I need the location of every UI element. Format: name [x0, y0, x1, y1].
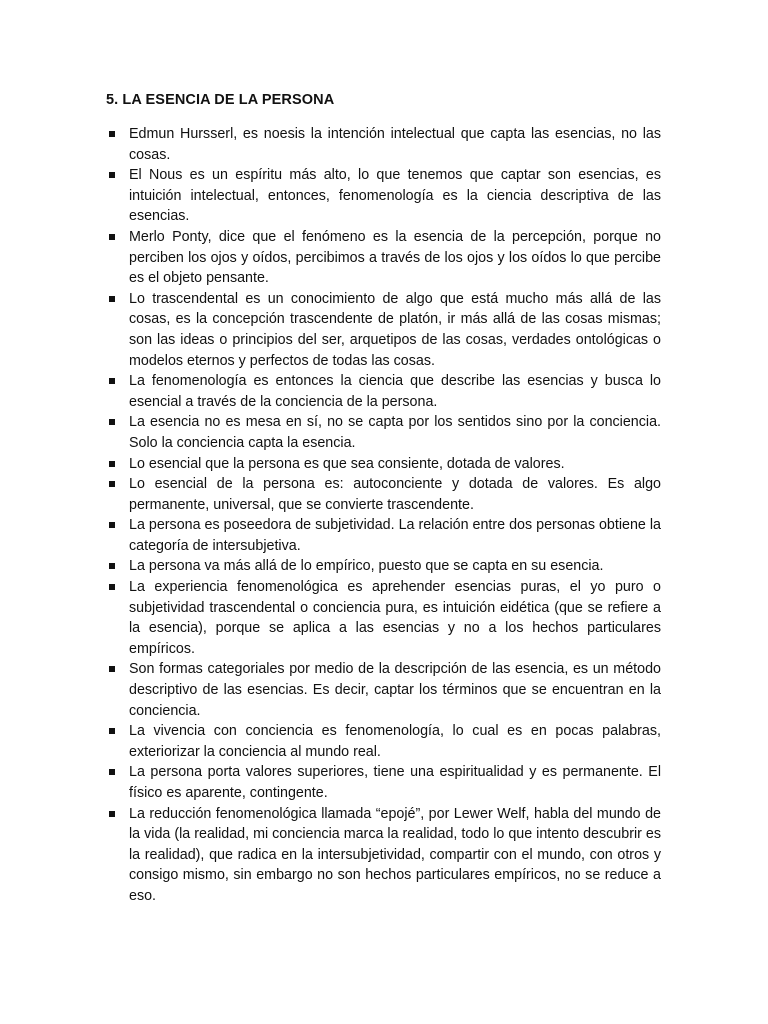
- list-item-text: Lo esencial de la persona es: autoconciente y dotada de valores. Es algo permanente, universal, que se convierte trascendente.: [129, 476, 661, 513]
- list-item: [106, 762, 661, 803]
- list-item: [106, 474, 661, 515]
- list-item-text: La reducción fenomenológica llamada “epojé”, por Lewer Welf, habla del mundo de la vida (la realidad, mi conciencia marca la realidad, todo lo que intento descubrir es la realidad), que radica en la intersubjetividad, compartir con el mundo, con otros y consigo mismo, sin embargo no son hechos particulares empíricos, no se reduce a eso.: [129, 805, 661, 904]
- list-item-text: La esencia no es mesa en sí, no se capta por los sentidos sino por la conciencia. Solo la conciencia capta la esencia.: [129, 414, 661, 451]
- list-item-text: Son formas categoriales por medio de la descripción de las esencia, es un método descriptivo de las esencias. Es decir, captar los términos que se encuentran en la conciencia.: [129, 661, 661, 719]
- list-item-text: Merlo Ponty, dice que el fenómeno es la esencia de la percepción, porque no perciben los ojos y oídos, percibimos a través de los ojos y los oídos lo que percibe es el objeto pensante.: [129, 228, 661, 287]
- list-item: [106, 412, 661, 453]
- section-heading: 5. LA ESENCIA DE LA PERSONA: [106, 92, 335, 108]
- list-item-text: La fenomenología es entonces la ciencia que describe las esencias y busca lo esencial a través de la conciencia de la persona.: [129, 373, 661, 410]
- bullet-square-icon: [109, 769, 115, 775]
- bullet-square-icon: [109, 666, 115, 672]
- list-item: [106, 804, 661, 907]
- list-item: [106, 124, 661, 165]
- list-item: [106, 577, 661, 659]
- bullet-square-icon: [109, 461, 115, 467]
- bullet-square-icon: [109, 234, 115, 240]
- list-item-text: La persona es poseedora de subjetividad. La relación entre dos personas obtiene la categoría de intersubjetiva.: [129, 517, 661, 554]
- list-item-text: La persona va más allá de lo empírico, puesto que se capta en su esencia.: [129, 558, 604, 575]
- list-item-text: Lo esencial que la persona es que sea consiente, dotada de valores.: [129, 455, 565, 472]
- list-item-text: La persona porta valores superiores, tiene una espiritualidad y es permanente. El físico es aparente, contingente.: [129, 764, 661, 801]
- list-item-text: Edmun Hursserl, es noesis la intención intelectual que capta las esencias, no las cosas.: [129, 126, 661, 163]
- list-item: [106, 371, 661, 412]
- list-item: [106, 289, 661, 371]
- bullet-square-icon: [109, 522, 115, 528]
- bullet-square-icon: [109, 563, 115, 569]
- list-item: [106, 227, 661, 289]
- bullet-square-icon: [109, 378, 115, 384]
- bullet-square-icon: [109, 811, 115, 817]
- list-item: [106, 165, 661, 227]
- list-item: [106, 515, 661, 556]
- list-item-text: La vivencia con conciencia es fenomenología, lo cual es en pocas palabras, exteriorizar la conciencia al mundo real.: [129, 723, 661, 760]
- list-item: [106, 556, 661, 577]
- list-item-text: El Nous es un espíritu más alto, lo que tenemos que captar son esencias, es intuición intelectual, entonces, fenomenología es la ciencia descriptiva de las esencias.: [129, 167, 661, 225]
- list-item-text: Lo trascendental es un conocimiento de algo que está mucho más allá de las cosas, es la concepción trascendente de platón, ir más allá de las cosas mismas; son las ideas o principios del ser, arquetipos de las cosas, verdades ontológicas o modelos eternos y perfectos de todas las cosas.: [129, 290, 661, 369]
- bullet-square-icon: [109, 131, 115, 137]
- bullet-list: [106, 124, 661, 907]
- list-item: [106, 721, 661, 762]
- list-item-text: La experiencia fenomenológica es aprehender esencias puras, el yo puro o subjetividad trascendental o conciencia pura, es intuición eidética (que se refiere a la esencia), porque se aplica a las esencias y no a los hechos particulares empíricos.: [129, 579, 661, 657]
- bullet-square-icon: [109, 584, 115, 590]
- list-item: [106, 659, 661, 721]
- bullet-square-icon: [109, 728, 115, 734]
- bullet-square-icon: [109, 419, 115, 425]
- bullet-square-icon: [109, 172, 115, 178]
- bullet-square-icon: [109, 296, 115, 302]
- list-item: [106, 454, 661, 475]
- bullet-square-icon: [109, 481, 115, 487]
